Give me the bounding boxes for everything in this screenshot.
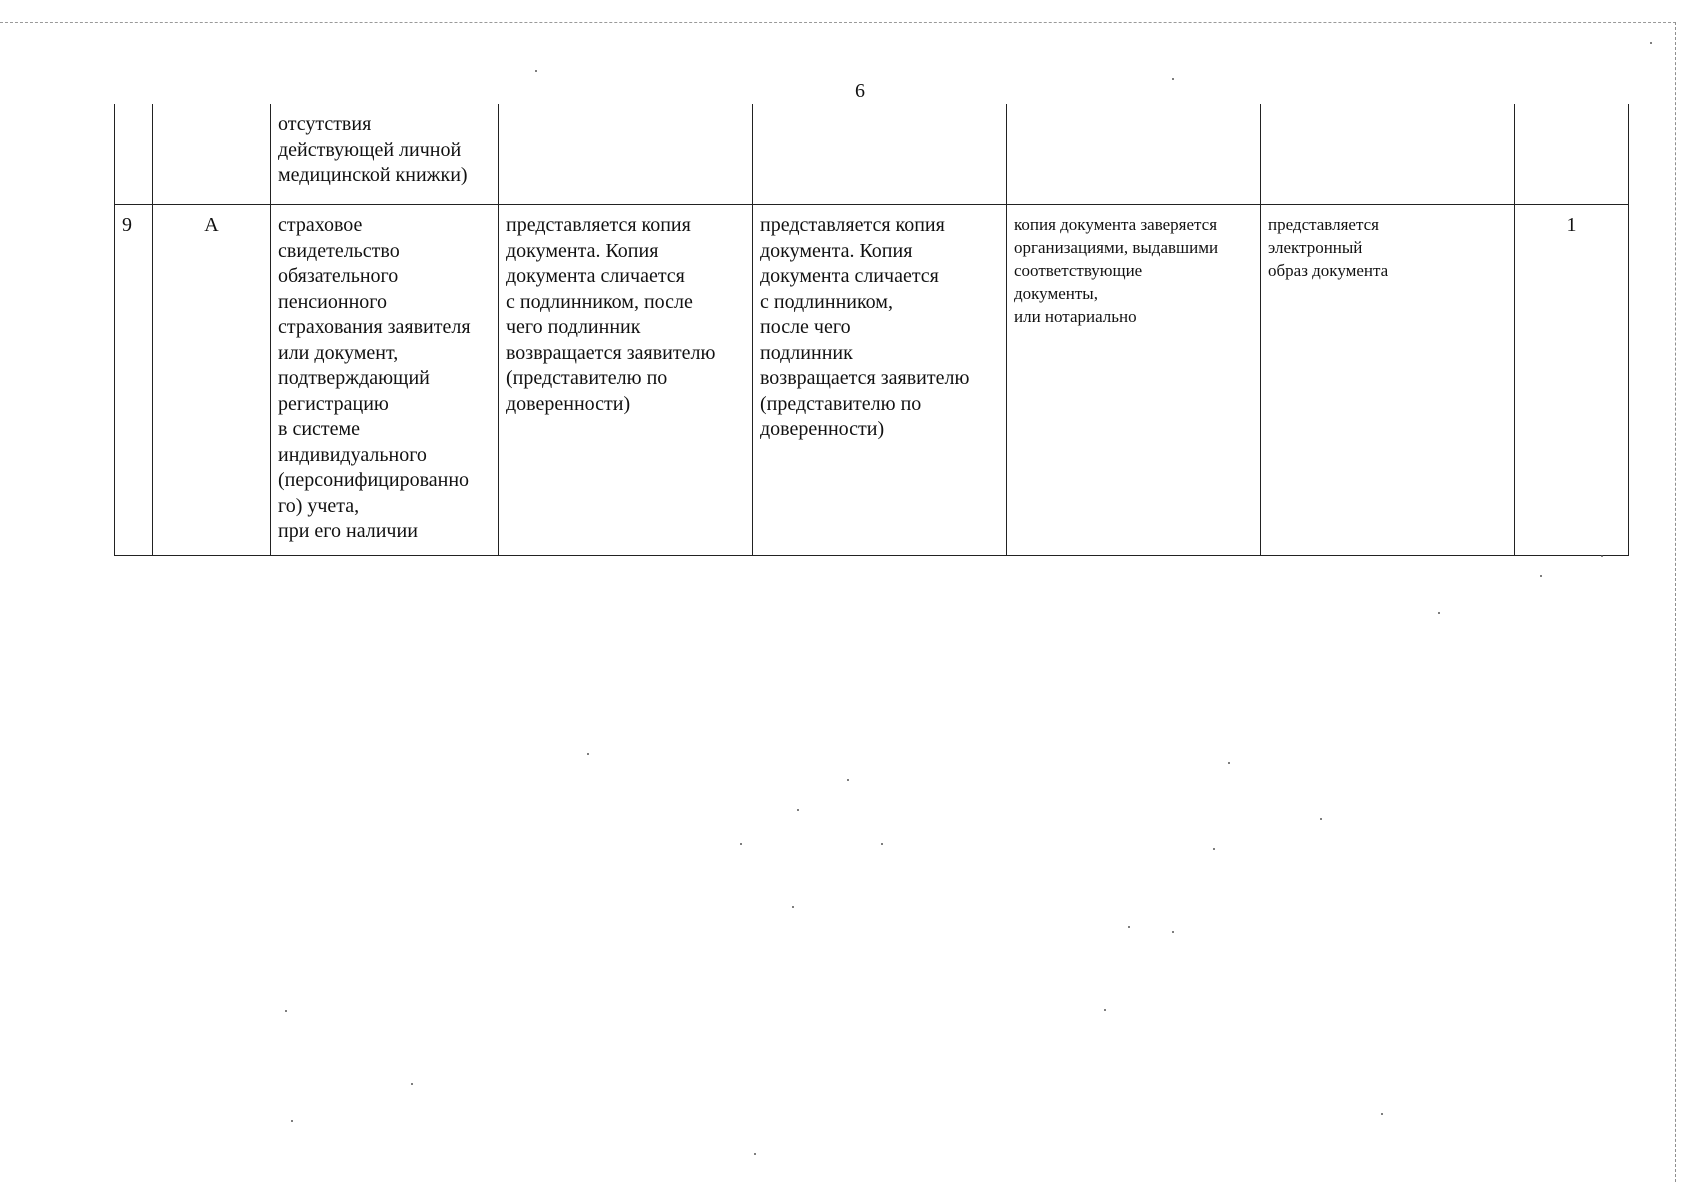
table-row-continuation [115, 104, 1629, 205]
scan-speck [411, 1083, 413, 1085]
cell-electronic: представляется электронный образ документа [1261, 205, 1515, 556]
scan-speck [1172, 78, 1174, 80]
scan-speck [792, 906, 794, 908]
scan-speck [1228, 762, 1230, 764]
cell-num-continuation [115, 104, 153, 205]
cell-submission-personal-continuation [499, 104, 753, 205]
scan-speck [1128, 926, 1130, 928]
scan-speck [1381, 1113, 1383, 1115]
scan-speck [754, 1153, 756, 1155]
scan-speck [881, 843, 883, 845]
cell-category-continuation [153, 104, 271, 205]
cell-submission-mail: представляется копия документа. Копия документа сличается с подлинником, после чего подлинник возвращается заявителю (представителю по доверенности) [753, 205, 1007, 556]
cell-certification: копия документа заверяется организациями, выдавшими соответствующие документы, или нотариально [1007, 205, 1261, 556]
cell-quantity-continuation [1515, 104, 1629, 205]
scan-speck [1172, 931, 1174, 933]
scan-speck [1601, 555, 1603, 557]
cell-document: страховое свидетельство обязательного пенсионного страхования заявителя или документ, подтверждающий регистрацию в системе индивидуального (персонифицированно го) учета, при его наличии [271, 205, 499, 556]
scan-speck [740, 843, 742, 845]
table-row [115, 205, 1629, 556]
cell-electronic-continuation [1261, 104, 1515, 205]
scan-speck [847, 779, 849, 781]
cell-document-continuation: отсутствия действующей личной медицинской книжки) [271, 104, 499, 205]
cell-certification-continuation [1007, 104, 1261, 205]
cell-quantity: 1 [1515, 205, 1629, 556]
cell-num: 9 [115, 205, 153, 556]
scan-speck [285, 1010, 287, 1012]
scan-speck [1650, 42, 1652, 44]
scan-speck [1438, 612, 1440, 614]
scan-speck [535, 70, 537, 72]
documents-table [114, 104, 1629, 556]
scan-speck [1320, 818, 1322, 820]
scan-speck [797, 809, 799, 811]
scan-edge-right [1675, 22, 1676, 1182]
cell-category: А [153, 205, 271, 556]
page-number: 6 [855, 80, 865, 102]
cell-submission-personal: представляется копия документа. Копия документа сличается с подлинником, после чего подлинник возвращается заявителю (представителю по доверенности) [499, 205, 753, 556]
cell-submission-mail-continuation [753, 104, 1007, 205]
scan-edge-top [0, 22, 1676, 23]
scan-speck [1213, 848, 1215, 850]
scan-speck [1104, 1009, 1106, 1011]
scan-speck [1540, 575, 1542, 577]
scan-speck [587, 753, 589, 755]
scan-speck [291, 1120, 293, 1122]
